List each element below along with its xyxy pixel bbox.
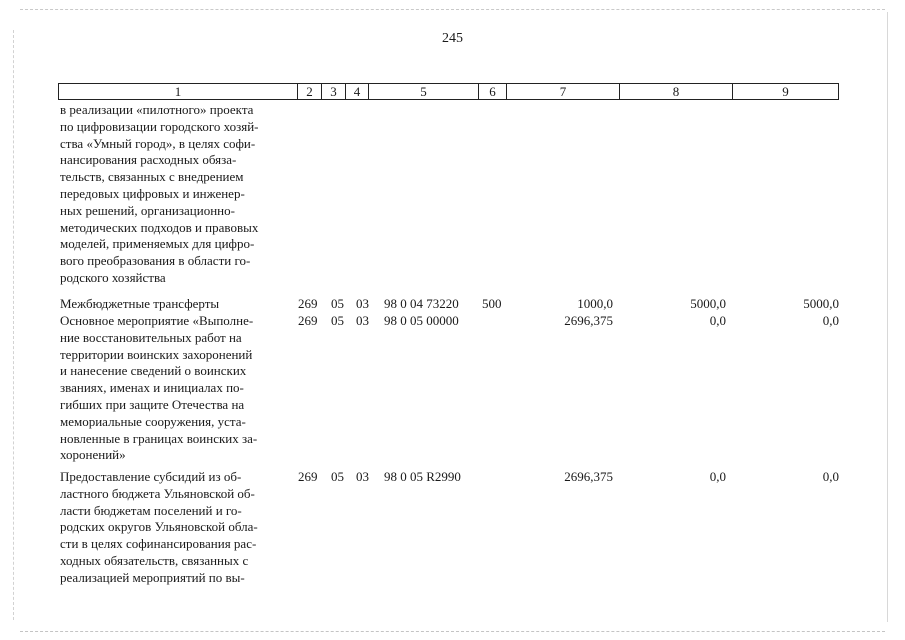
row-section: 05 — [331, 296, 344, 311]
column-number-8: 8 — [619, 84, 732, 99]
row-amount-col7: 2696,375 — [564, 469, 613, 484]
row-amount-col9: 5000,0 — [803, 296, 839, 311]
column-number-2: 2 — [297, 84, 321, 99]
row-amount-col7: 1000,0 — [577, 296, 613, 311]
scan-edge-top — [20, 9, 885, 11]
row-amount-col9: 0,0 — [822, 469, 839, 484]
column-number-header — [58, 83, 839, 100]
column-number-3: 3 — [321, 84, 345, 99]
column-number-4: 4 — [345, 84, 368, 99]
column-number-6: 6 — [478, 84, 506, 99]
page-number: 245 — [442, 31, 463, 46]
row-subsection: 03 — [356, 296, 369, 311]
row-code: 269 — [298, 469, 318, 484]
row-amount-col8: 5000,0 — [690, 296, 726, 311]
column-number-5: 5 — [368, 84, 478, 99]
scan-edge-left — [13, 30, 15, 620]
scan-edge-bottom — [20, 631, 885, 633]
row-section: 05 — [331, 313, 344, 328]
column-number-1: 1 — [174, 84, 182, 99]
row-amount-col8: 0,0 — [709, 469, 726, 484]
row-expense-type: 500 — [482, 296, 502, 311]
scan-edge-right — [887, 12, 889, 622]
row-subsection: 03 — [356, 469, 369, 484]
row-description: Межбюджетные трансферты — [60, 296, 220, 311]
row-code: 269 — [298, 313, 318, 328]
row-description: в реализации «пилотного» проекта по цифровизации городского хозяй- ства «Умный город», в целях софи- нансирования расходных обяза- тельств, связанных с внедрением передовых цифровых и инженер- ных решений, организационно- методических подходов и правовых моделей, применяемых для цифро- вого преобразования в области го- родского хозяйства — [60, 102, 259, 285]
column-number-7: 7 — [506, 84, 619, 99]
row-target-article: 98 0 05 00000 — [384, 313, 459, 328]
row-description: Предоставление субсидий из об- ластного бюджета Ульяновской об- ласти бюджетам поселений и го- родских округов Ульяновской обла- сти в целях софинансирования рас- ходных обязательств, связанных с реализацией мероприятий по вы- — [60, 469, 258, 585]
row-amount-col9: 0,0 — [822, 313, 839, 328]
row-target-article: 98 0 05 R2990 — [384, 469, 461, 484]
row-amount-col8: 0,0 — [709, 313, 726, 328]
row-amount-col7: 2696,375 — [564, 313, 613, 328]
row-section: 05 — [331, 469, 344, 484]
row-target-article: 98 0 04 73220 — [384, 296, 459, 311]
row-description: Основное мероприятие «Выполне- ние восстановительных работ на территории воинских захоронений и нанесение сведений о воинских званиях, именах и инициалах по- гибших при защите Отечества на мемориальные сооружения, уста- новленные в границах воинских за- хоронений» — [60, 313, 258, 463]
row-code: 269 — [298, 296, 318, 311]
row-subsection: 03 — [356, 313, 369, 328]
column-number-9: 9 — [732, 84, 838, 99]
